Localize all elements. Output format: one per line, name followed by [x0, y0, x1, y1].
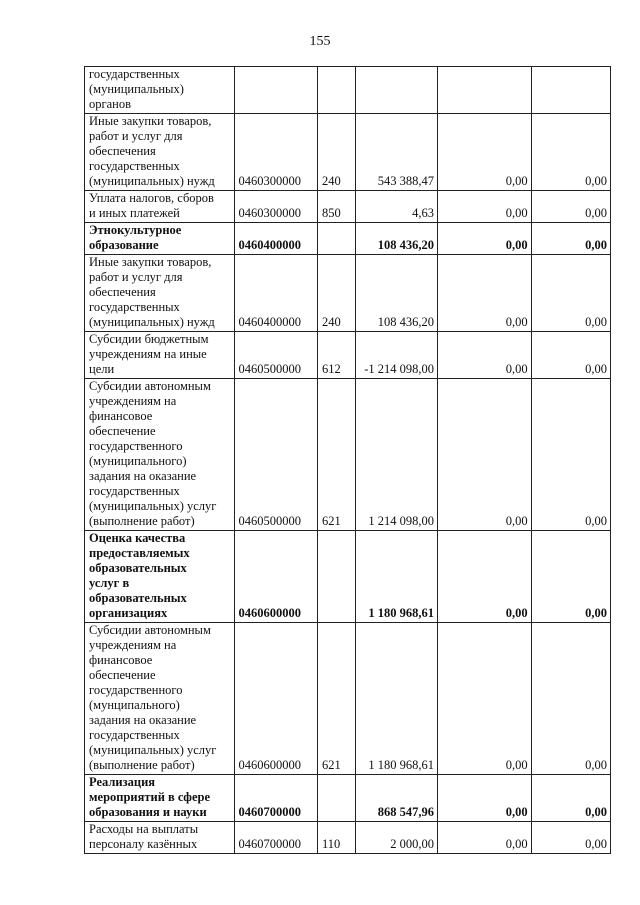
row-name-cell [85, 255, 235, 332]
row-code: 0460300000 [234, 191, 317, 223]
row-name: Субсидии автономным учреждениям на финансовое обеспечение государственного (мунципального) задания на оказание государственных (муниципальных) услуг (выполнение работ) [89, 623, 217, 772]
table-row [85, 191, 611, 223]
row-name-cell [85, 379, 235, 531]
row-code: 0460600000 [234, 623, 317, 775]
row-year2: 0,00 [531, 775, 610, 822]
row-expense-type: 621 [317, 623, 355, 775]
row-year1: 0,00 [438, 531, 532, 623]
row-year1: 0,00 [438, 379, 532, 531]
row-name-cell [85, 822, 235, 854]
row-expense-type: 240 [317, 114, 355, 191]
row-year1: 0,00 [438, 775, 532, 822]
budget-table-body [85, 67, 611, 854]
row-name-cell [85, 223, 235, 255]
row-year1: 0,00 [438, 623, 532, 775]
row-name: Субсидии автономным учреждениям на финансовое обеспечение государственного (муниципального) задания на оказание государственных (муниципальных) услуг (выполнение работ) [89, 379, 217, 528]
row-year1: 0,00 [438, 822, 532, 854]
row-sum: 543 388,47 [355, 114, 437, 191]
row-name-cell [85, 114, 235, 191]
row-code: 0460500000 [234, 332, 317, 379]
row-code: 0460700000 [234, 822, 317, 854]
row-code: 0460500000 [234, 379, 317, 531]
row-name: Расходы на выплаты персоналу казённых [89, 822, 199, 851]
row-expense-type [317, 223, 355, 255]
row-expense-type: 850 [317, 191, 355, 223]
table-row [85, 379, 611, 531]
row-sum: -1 214 098,00 [355, 332, 437, 379]
row-code: 0460700000 [234, 775, 317, 822]
table-row [85, 822, 611, 854]
page-number: 155 [309, 34, 331, 49]
row-year2: 0,00 [531, 822, 610, 854]
row-year2: 0,00 [531, 379, 610, 531]
table-row [85, 332, 611, 379]
table-row [85, 67, 611, 114]
row-name-cell [85, 623, 235, 775]
budget-table [84, 66, 611, 854]
row-name: Иные закупки товаров, работ и услуг для обеспечения государственных (муниципальных) нужд [89, 114, 215, 188]
row-sum: 868 547,96 [355, 775, 437, 822]
row-name: государственных (муниципальных) органов [89, 67, 184, 111]
row-name-cell [85, 332, 235, 379]
row-name: Уплата налогов, сборов и иных платежей [89, 191, 214, 220]
table-row [85, 531, 611, 623]
row-sum: 1 214 098,00 [355, 379, 437, 531]
row-name: Этнокультурное образование [89, 223, 182, 252]
row-name-cell [85, 775, 235, 822]
row-sum [355, 67, 437, 114]
row-name: Иные закупки товаров, работ и услуг для обеспечения государственных (муниципальных) нужд [89, 255, 215, 329]
row-expense-type: 110 [317, 822, 355, 854]
row-expense-type [317, 531, 355, 623]
row-year2: 0,00 [531, 191, 610, 223]
row-expense-type: 621 [317, 379, 355, 531]
row-year2 [531, 67, 610, 114]
table-row [85, 775, 611, 822]
row-sum: 1 180 968,61 [355, 623, 437, 775]
row-year2: 0,00 [531, 623, 610, 775]
table-row [85, 255, 611, 332]
row-year2: 0,00 [531, 223, 610, 255]
table-row [85, 114, 611, 191]
row-expense-type [317, 67, 355, 114]
row-expense-type: 240 [317, 255, 355, 332]
row-name: Реализация мероприятий в сфере образования и науки [89, 775, 211, 819]
row-year2: 0,00 [531, 332, 610, 379]
row-year1: 0,00 [438, 332, 532, 379]
row-name: Субсидии бюджетным учреждениям на иные цели [89, 332, 209, 376]
row-code: 0460400000 [234, 255, 317, 332]
row-year1 [438, 67, 532, 114]
row-code: 0460600000 [234, 531, 317, 623]
row-code [234, 67, 317, 114]
row-year2: 0,00 [531, 255, 610, 332]
table-row [85, 623, 611, 775]
row-year2: 0,00 [531, 531, 610, 623]
row-name-cell [85, 191, 235, 223]
row-name-cell [85, 531, 235, 623]
row-sum: 2 000,00 [355, 822, 437, 854]
row-name-cell [85, 67, 235, 114]
row-code: 0460400000 [234, 223, 317, 255]
row-year1: 0,00 [438, 114, 532, 191]
row-expense-type [317, 775, 355, 822]
row-sum: 4,63 [355, 191, 437, 223]
row-sum: 108 436,20 [355, 255, 437, 332]
row-year1: 0,00 [438, 191, 532, 223]
row-sum: 1 180 968,61 [355, 531, 437, 623]
row-year1: 0,00 [438, 255, 532, 332]
table-row [85, 223, 611, 255]
row-year2: 0,00 [531, 114, 610, 191]
row-code: 0460300000 [234, 114, 317, 191]
row-expense-type: 612 [317, 332, 355, 379]
row-year1: 0,00 [438, 223, 532, 255]
row-name: Оценка качества предоставляемых образовательных услуг в образовательных организациях [89, 531, 190, 620]
row-sum: 108 436,20 [355, 223, 437, 255]
